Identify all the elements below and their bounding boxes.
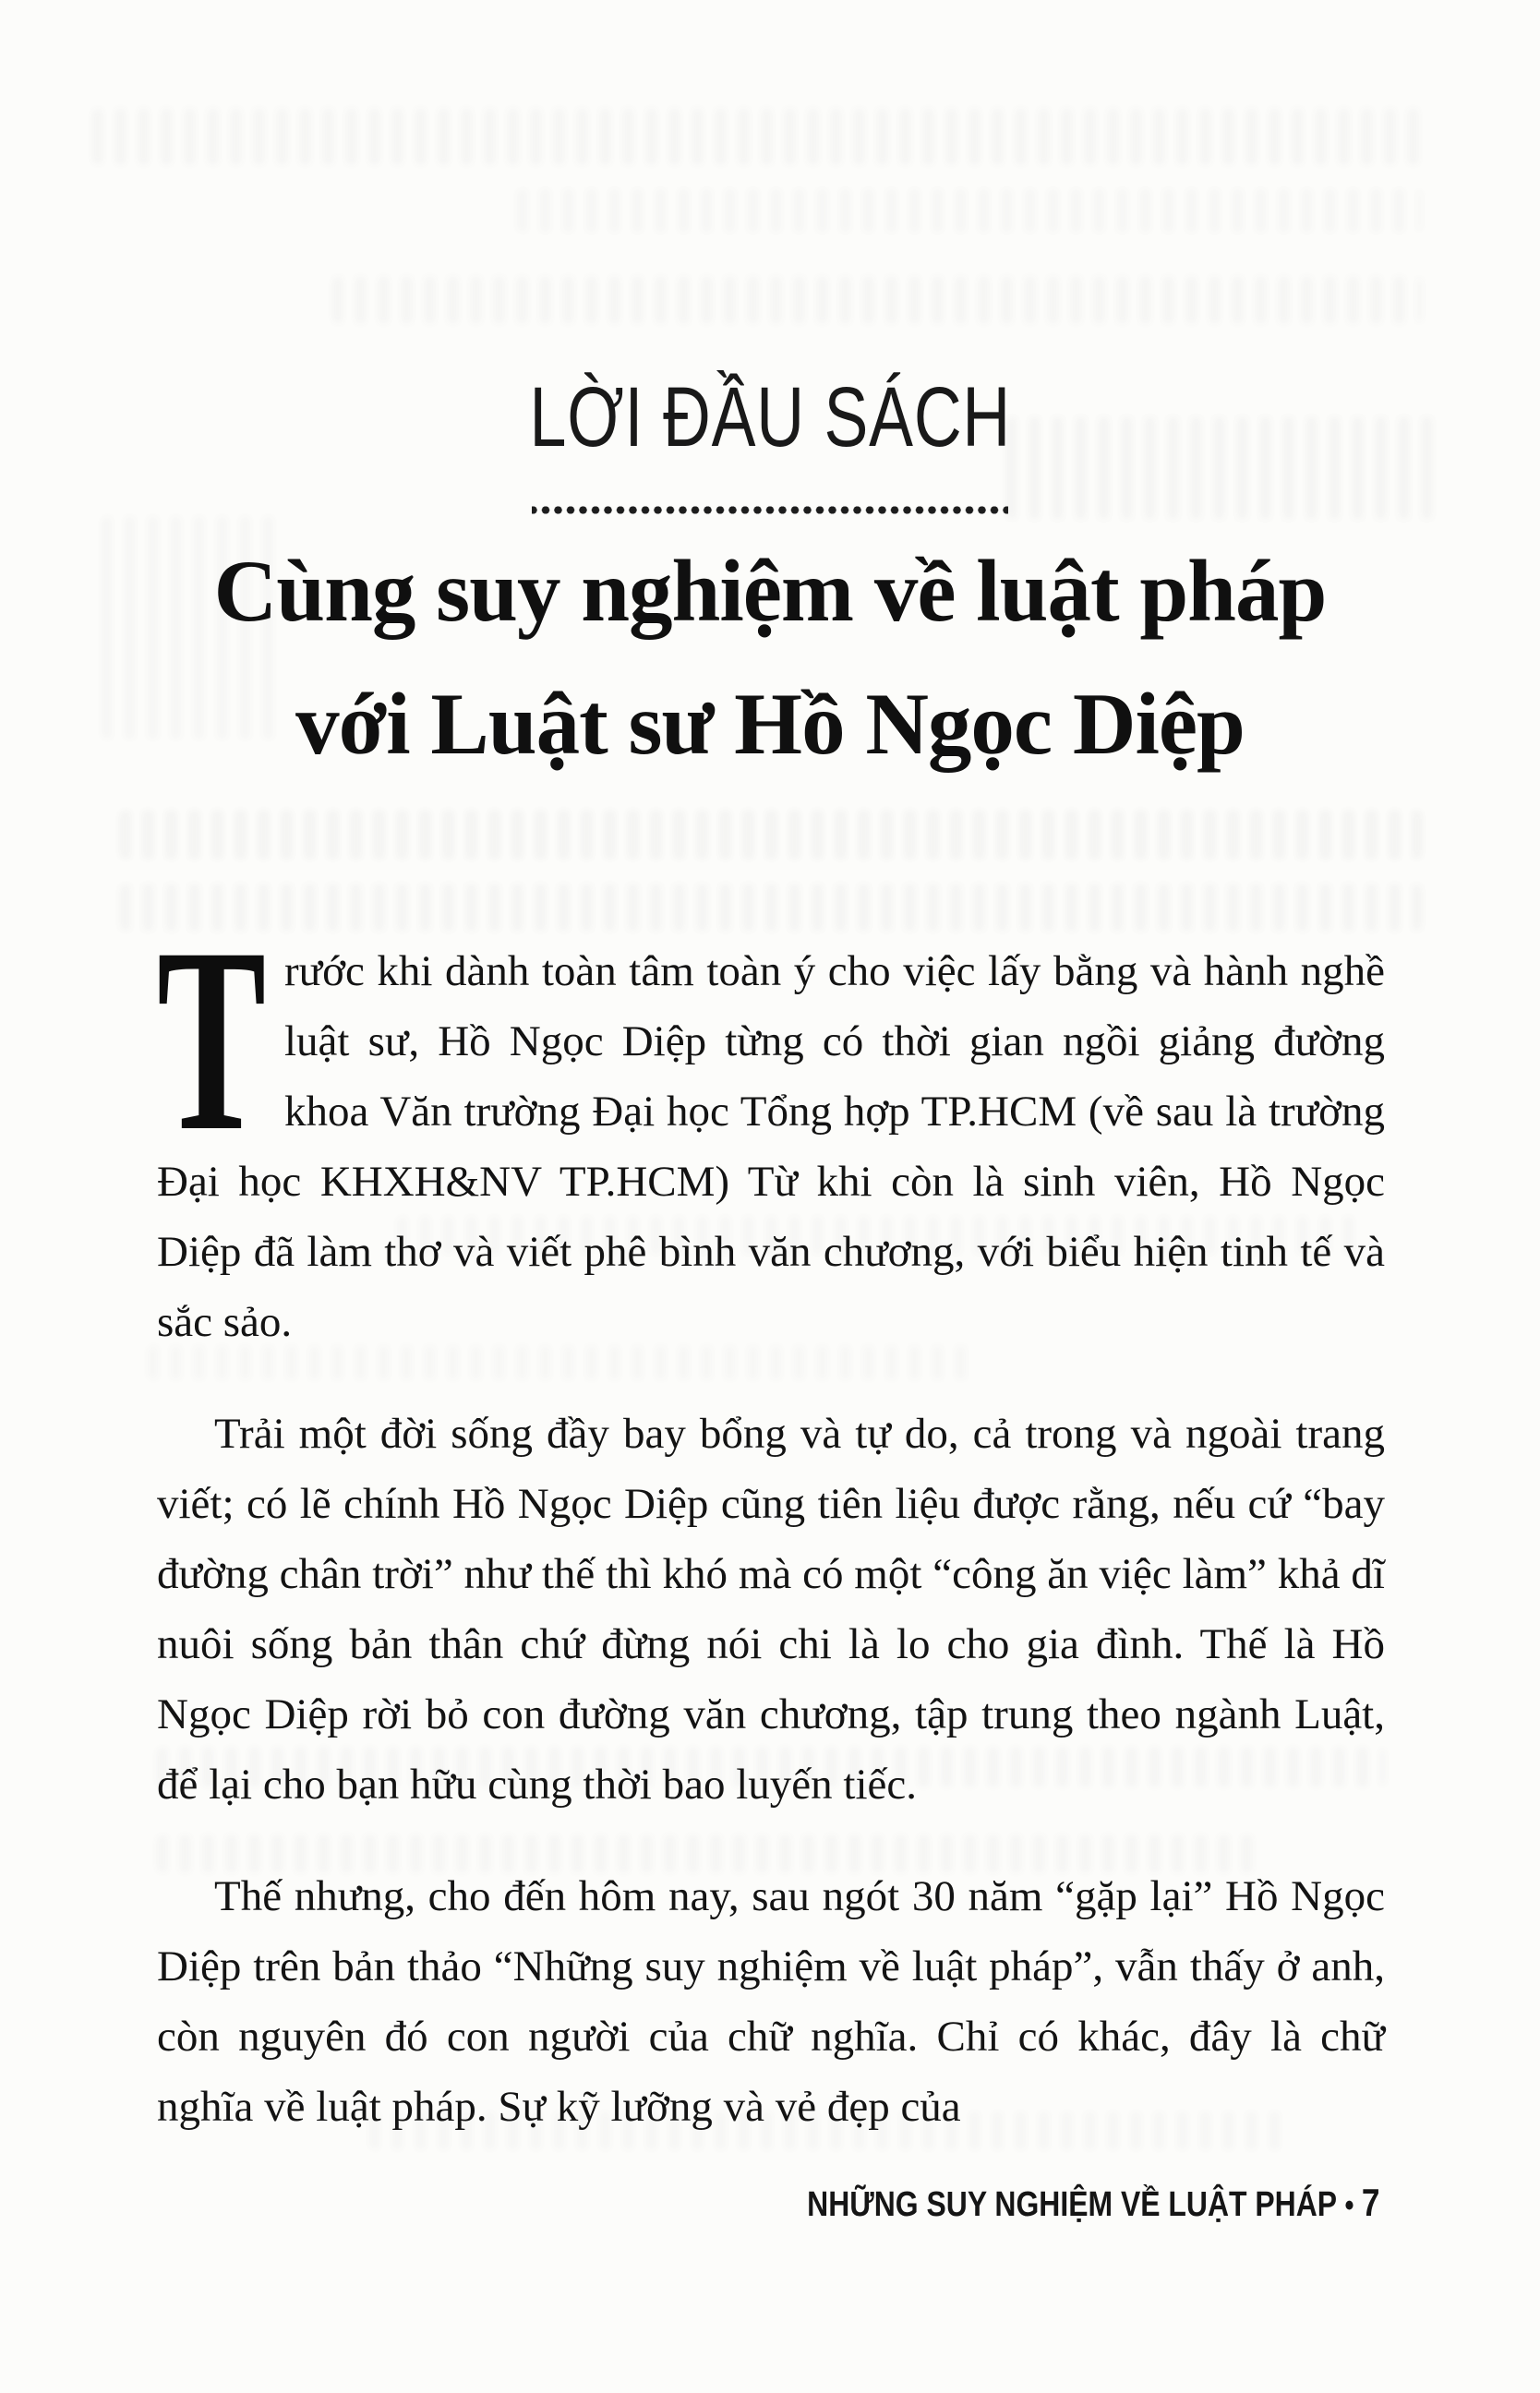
chapter-title-line2: với Luật sư Hồ Ngọc Diệp <box>295 675 1245 773</box>
bleed-through-smudge <box>92 109 1422 164</box>
chapter-title <box>0 524 1540 790</box>
bleed-through-smudge <box>120 811 1422 859</box>
paragraph-3: Thế nhưng, cho đến hôm nay, sau ngót 30 năm “gặp lại” Hồ Ngọc Diệp trên bản thảo “Những suy nghiệm về luật pháp”, vẫn thấy ở anh, còn nguyên đó con người của chữ nghĩa. Chỉ có khác, đây là chữ nghĩa về luật pháp. Sự kỹ lưỡng và vẻ đẹp của <box>157 1872 1385 2131</box>
paragraph-2: Trải một đời sống đầy bay bổng và tự do, cả trong và ngoài trang viết; có lẽ chính Hồ Ngọc Diệp cũng tiên liệu được rằng, nếu cứ “bay đường chân trời” như thế thì khó mà có một “công ăn việc làm” khả dĩ nuôi sống bản thân chứ đừng nói chi là lo cho gia đình. Thế là Hồ Ngọc Diệp rời bỏ con đường văn chương, tập trung theo ngành Luật, để lại cho bạn hữu cùng thời bao luyến tiếc. <box>157 1410 1385 1809</box>
chapter-title-line1: Cùng suy nghiệm về luật pháp <box>213 542 1327 640</box>
section-heading: LỜI ĐẦU SÁCH <box>529 370 1011 464</box>
bleed-through-smudge <box>120 884 1422 931</box>
running-title: NHỮNG SUY NGHIỆM VỀ LUẬT PHÁP <box>806 2185 1337 2224</box>
footer-bullet: • <box>1343 2188 1354 2223</box>
body-text <box>157 893 1385 2142</box>
page-footer <box>807 2181 1379 2225</box>
paragraph-1-text: rước khi dành toàn tâm toàn ý cho việc lấy bằng và hành nghề luật sư, Hồ Ngọc Diệp từng có thời gian ngồi giảng đường khoa Văn trường Đại học Tổng hợp TP.HCM (về sau là trường Đại học KHXH&NV TP.HCM) Từ khi còn là sinh viên, Hồ Ngọc Diệp đã làm thơ và viết phê bình văn chương, với biểu hiện tinh tế và sắc sảo. <box>157 947 1385 1346</box>
drop-cap: T <box>157 893 267 1185</box>
bleed-through-smudge <box>517 189 1422 232</box>
paragraph-1 <box>157 893 1385 1357</box>
page-number: 7 <box>1361 2181 1379 2224</box>
section-heading-row <box>0 369 1540 466</box>
dotted-divider <box>532 504 1008 516</box>
bleed-through-smudge <box>332 277 1422 323</box>
